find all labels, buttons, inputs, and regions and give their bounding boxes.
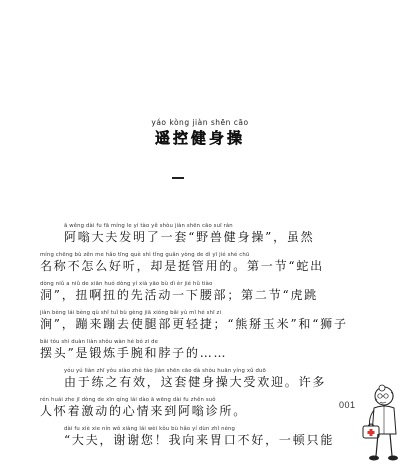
text-line — [40, 396, 370, 425]
text-line — [40, 280, 370, 309]
text-line — [40, 309, 370, 338]
title-block — [0, 118, 400, 148]
chinese-text: 名称不怎么好听，却是挺管用的。第一节“蛇出 — [40, 259, 324, 273]
chinese-text: 洞”，扭啊扭的先活动一下腰部；第二节“虎跳 — [40, 288, 319, 302]
chinese-text: 人怀着激动的心情来到阿嗡诊所。 — [40, 404, 248, 418]
page-number: 001 — [339, 400, 356, 410]
pinyin-annotation: dài fu xiè xie nín wǒ xiàng lái wèi kǒu bù hǎo yí dùn zhǐ néng — [64, 426, 236, 432]
pinyin-annotation: jiàn bèng lái bèng qù shǐ tuǐ bù gèng jiā xióng bǎi yù mǐ hé shī zi — [40, 310, 222, 316]
chinese-text: “大夫，谢谢您！我向来胃口不好，一顿只能 — [64, 433, 335, 447]
pinyin-annotation: dòng niǔ a niǔ de xiān huó dòng yí xià yāo bù dì èr jié hǔ tiào — [40, 281, 213, 287]
text-line — [40, 338, 370, 367]
pinyin-annotation: ā wěng dài fu fā míng le yí tào yě shòu jiàn shēn cāo suī rán — [64, 223, 233, 229]
pinyin-annotation: rén huái zhe jī dòng de xīn qíng lái dào ā wēng dài fu zhěn suǒ — [40, 397, 216, 403]
text-line — [40, 222, 370, 251]
story-body — [40, 222, 370, 454]
pinyin-annotation: yóu yú liàn zhī yǒu xiào zhè tào jiàn shēn cāo dà shòu huān yíng xǔ duō — [64, 368, 266, 374]
chinese-text: 涧”，蹦来蹦去使腿部更轻捷；“熊掰玉米”和“狮子 — [40, 317, 348, 331]
text-line — [40, 367, 370, 396]
text-line — [40, 251, 370, 280]
doctor-illustration-icon — [362, 382, 398, 466]
chinese-text: 阿嗡大夫发明了一套“野兽健身操”，虽然 — [64, 230, 315, 244]
chinese-text: 摆头”是锻炼手腕和脖子的…… — [40, 346, 228, 360]
title-pinyin: yáo kòng jiàn shēn cāo — [151, 118, 249, 127]
chinese-text: 由于练之有效，这套健身操大受欢迎。许多 — [64, 375, 327, 389]
pinyin-annotation: bǎi tóu shì duàn liàn shǒu wàn hé bó zi de — [40, 339, 159, 345]
page-title: 遥控健身操 — [154, 129, 245, 147]
pinyin-annotation: míng chēng bù zěn me hǎo tīng què shì tǐng guǎn yòng de dì yī jié shé chū — [40, 252, 250, 258]
chapter-number — [172, 177, 184, 179]
text-line — [40, 425, 370, 454]
